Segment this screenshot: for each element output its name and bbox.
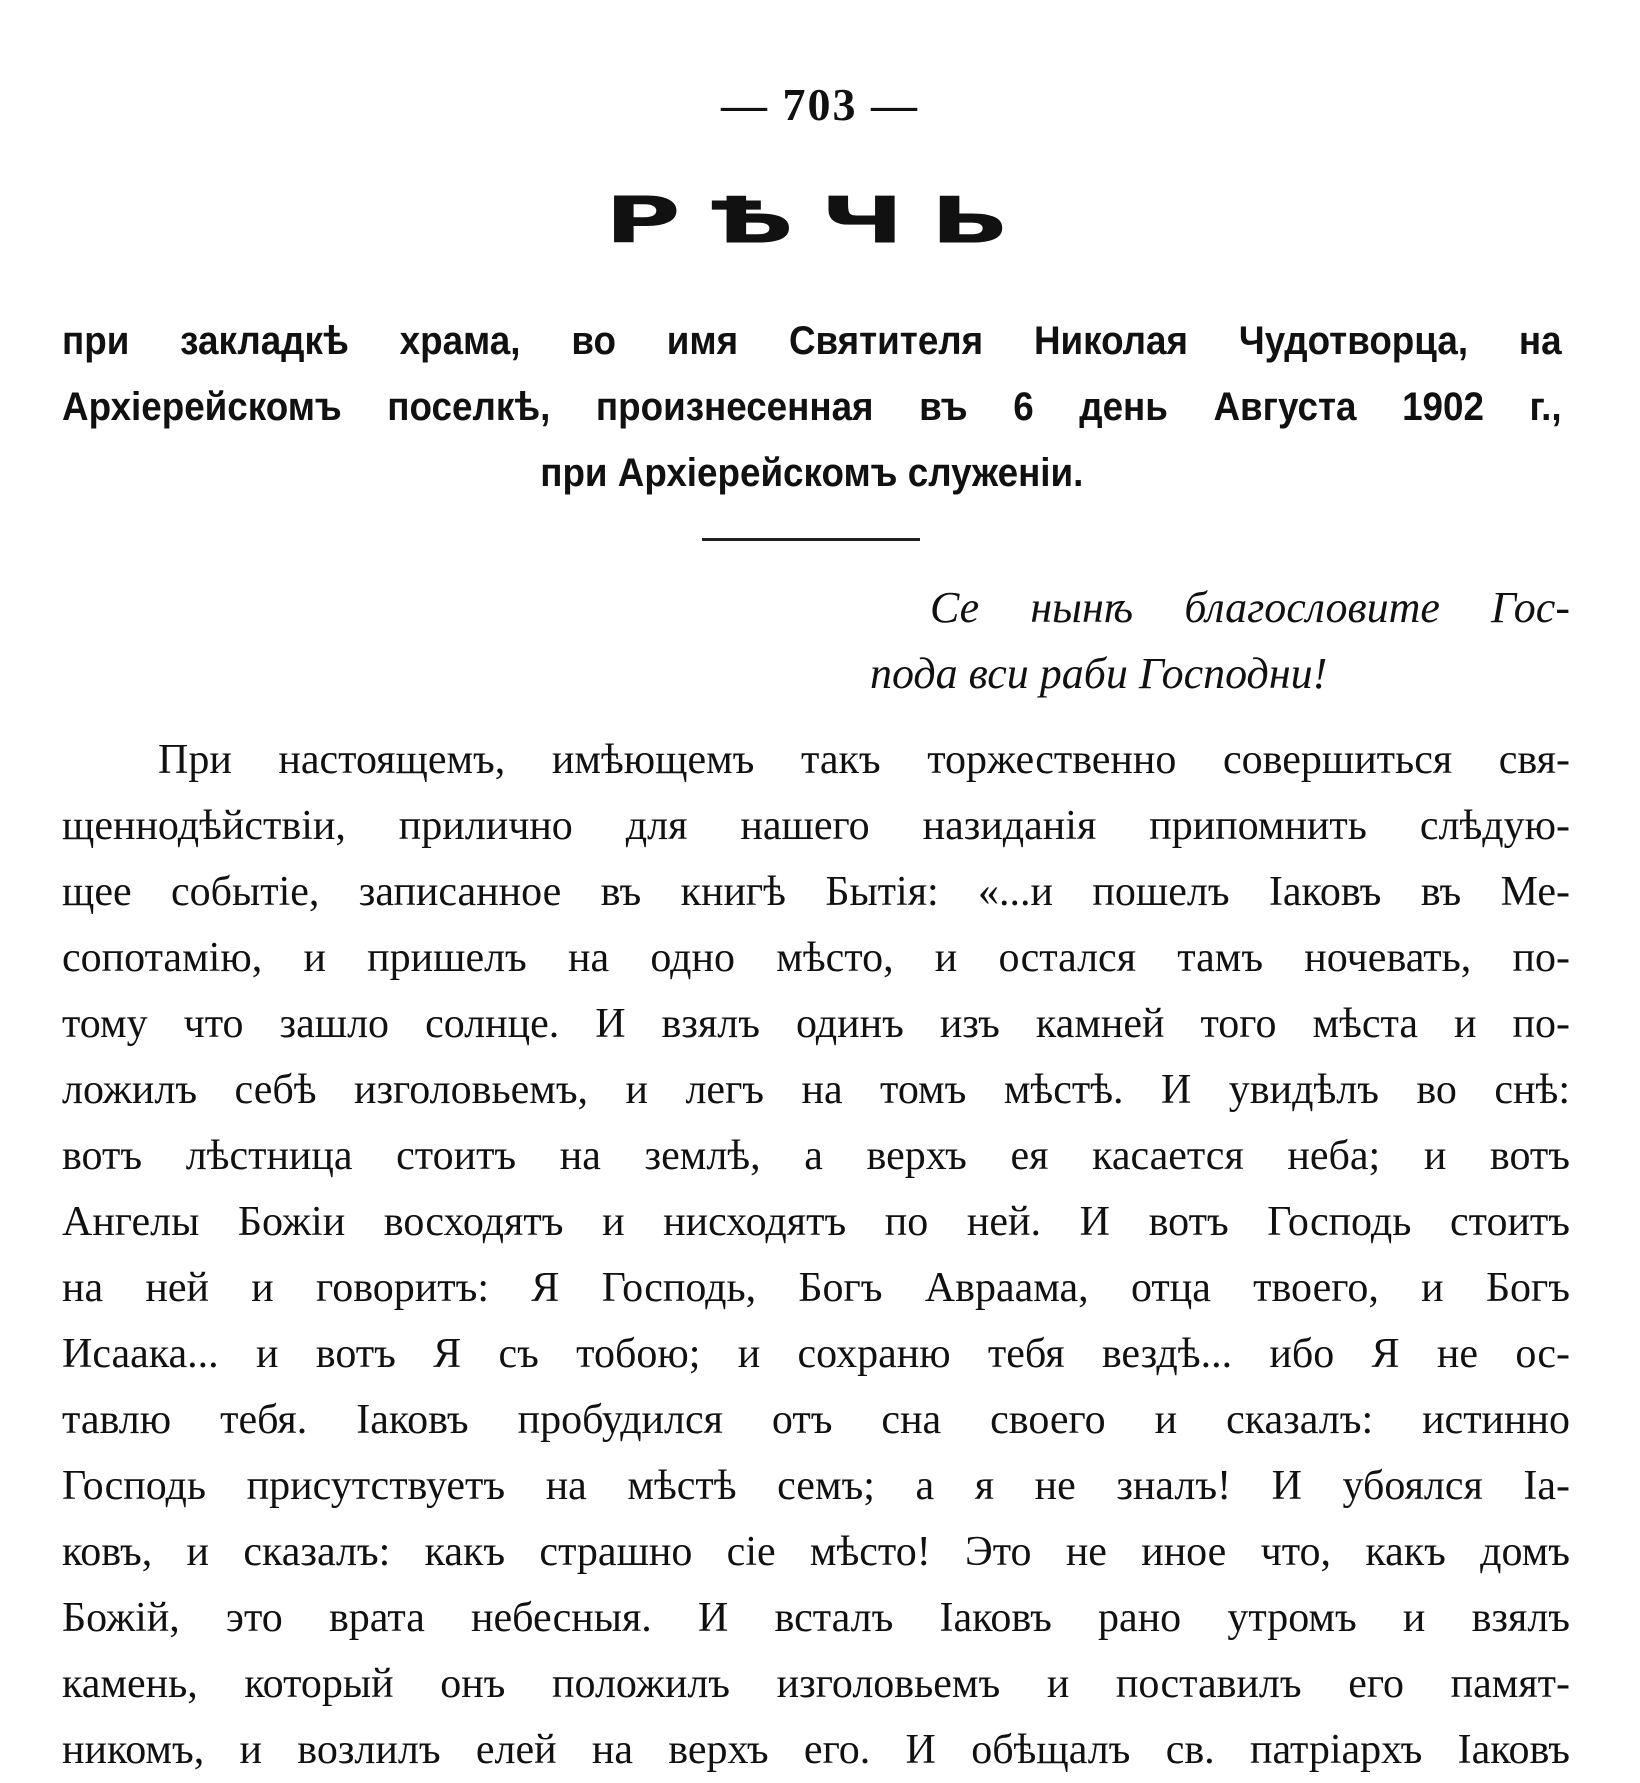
body-line: тавлю тебя. Іаковъ пробудился отъ сна своего и сказалъ: истинно [62, 1397, 1570, 1443]
page-number: — 703 — [721, 79, 919, 130]
body-line: Господь присутствуетъ на мѣстѣ семъ; а я не зналъ! И убоялся Іа- [62, 1463, 1570, 1509]
page-title: РѢЧЬ [604, 182, 1036, 259]
subtitle-line: при Архіерейскомъ служеніи. [540, 451, 1084, 495]
body-line: щеннодѣйствіи, прилично для нашего назиданія припомнить слѣдую- [62, 803, 1570, 849]
body-line: сопотамію, и пришелъ на одно мѣсто, и остался тамъ ночевать, по- [62, 935, 1570, 981]
body-line: Исаака... и вотъ Я съ тобою; и сохраню тебя вездѣ... ибо Я не ос- [62, 1331, 1570, 1377]
body-line: тому что зашло солнце. И взялъ одинъ изъ камней того мѣста и по- [62, 1001, 1570, 1047]
body-line: Ангелы Божіи восходятъ и нисходятъ по ней. И вотъ Господь стоитъ [62, 1199, 1570, 1245]
subtitle-line: при закладкѣ храма, во имя Святителя Николая Чудотворца, на [62, 319, 1562, 363]
body-line: щее событіе, записанное въ книгѣ Бытія: «...и пошелъ Іаковъ въ Ме- [62, 869, 1570, 915]
body-line: никомъ, и возлилъ елей на верхъ его. И обѣщалъ св. патріархъ Іаковъ [62, 1727, 1570, 1773]
epigraph-line: Се нынѣ благословите Гос- [930, 583, 1570, 632]
subtitle [62, 308, 1570, 506]
body-line: на ней и говоритъ: Я Господь, Богъ Авраама, отца твоего, и Богъ [62, 1265, 1570, 1311]
body-line: Божій, это врата небесныя. И всталъ Іаковъ рано утромъ и взялъ [62, 1595, 1570, 1641]
body-line: ковъ, и сказалъ: какъ страшно сіе мѣсто! Это не иное что, какъ домъ [62, 1529, 1570, 1575]
body-line: вотъ лѣстница стоитъ на землѣ, а верхъ ея касается неба; и вотъ [62, 1133, 1570, 1179]
body-line: При настоящемъ, имѣющемъ такъ торжественно совершиться свя- [158, 737, 1570, 783]
subtitle-line: Архіерейскомъ поселкѣ, произнесенная въ 6 день Августа 1902 г., [62, 385, 1562, 429]
body-line: камень, который онъ положилъ изголовьемъ и поставилъ его памят- [62, 1661, 1570, 1707]
epigraph [864, 575, 1570, 707]
epigraph-line: пода вси раби Господни! [870, 649, 1328, 698]
divider [702, 538, 920, 541]
body-line: ложилъ себѣ изголовьемъ, и легъ на томъ мѣстѣ. И увидѣлъ во снѣ: [62, 1067, 1570, 1113]
body-text [62, 727, 1570, 1783]
